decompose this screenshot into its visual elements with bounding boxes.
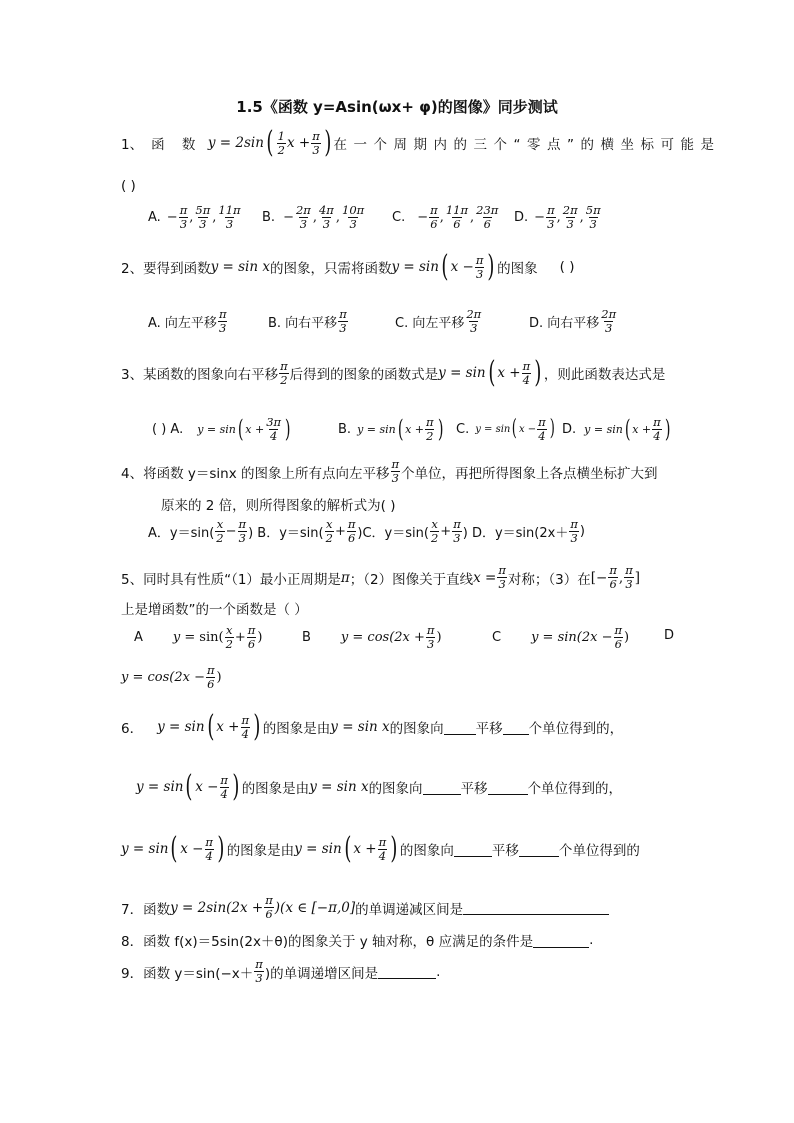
q5-option-c: C y = sin(2x − $\frac{\pi}{6}$ ) (492, 623, 630, 651)
q1-left-paren: ( (266, 125, 274, 160)
q1-answer-paren (121, 178, 136, 194)
q3-text-3: ，则此函数表达式是 (543, 367, 666, 383)
q1-frac-half: $\frac{1}{2}$ (277, 128, 285, 157)
q5-option-d: y = cos(2x − $\frac{\pi}{6}$ ) (121, 663, 222, 691)
q6-blank-1-direction[interactable] (444, 720, 476, 735)
q5-text-1: 5、同时具有性质“（1）最小正周期是 (121, 571, 341, 588)
question-4: 4、将函数 y＝sinx 的图象上所有点向左平移 $\frac{\pi}{3}$ 个单位，再把所得图象上各点横坐标扩大到 (121, 457, 658, 485)
q5-line-2 (121, 598, 308, 618)
q6-blank-2-units[interactable] (488, 780, 528, 795)
q2-paren: ( ) (559, 259, 575, 275)
q4-text-3: 原来的 2 倍，则所得图象的解析式为( ) (161, 498, 396, 514)
q5-option-a: A y = sin( $\frac{x}{2}$ + $\frac{\pi}{6}$ ) (134, 623, 263, 651)
q1-opt-b-label: B. (262, 210, 276, 225)
q6-blank-3-direction[interactable] (454, 842, 492, 857)
q2-text-1: 2、要得到函数 (121, 261, 211, 277)
q5-option-d-label: D (664, 628, 675, 643)
q4-text-1: 4、将函数 y＝sinx 的图象上所有点向左平移 (121, 465, 390, 482)
page-title: 1.5《函数 y=Asin(ωx+ φ)的图像》同步测试 (236, 98, 558, 116)
q4-options: A．y＝sin( $\frac{x}{2}$ − $\frac{\pi}{3}$ ) B．y＝sin( $\frac{x}{2}$ + $\frac{\pi}{6}$ )C．y＝sin( $\frac{x}{2}$ + $\frac{\pi}{3}$ ) D．y＝sin(2x＋ $\frac{\pi}{3}$ ) (148, 517, 585, 545)
q2-text-3: 的图象 (497, 261, 538, 277)
q6-blank-2-direction[interactable] (423, 780, 461, 795)
question-6-part-3: y = sin ( x − $\frac{\pi}{4}$ ) 的图象是由 y = sin ( x + $\frac{\pi}{4}$ ) 的图象向 平移 个单位得到的 (121, 831, 640, 866)
q2-func-source: y = sin (391, 259, 439, 275)
q1-text: 在一个周期内的三个“零点”的横坐标可能是 (333, 137, 721, 153)
q1-option-c: C. − $\frac{\pi}{6}$ , $\frac{11\pi}{6}$ , $\frac{23\pi}{6}$ (392, 203, 499, 231)
q6-blank-1-units[interactable] (503, 720, 529, 735)
q2-option-b: B. 向右平移 $\frac{\pi}{3}$ (268, 307, 347, 335)
q4-text-2: 个单位，再把所得图象上各点横坐标扩大到 (401, 465, 658, 482)
q5-text-2: ；（2）图像关于直线 (349, 571, 474, 588)
q1-opt-d-label: D. (514, 210, 529, 225)
q1-right-paren: ) (324, 125, 332, 160)
q2-option-c: C. 向左平移 $\frac{2\pi}{3}$ (395, 307, 482, 335)
q3-text-2: 后得到的图象的函数式是 (289, 367, 439, 383)
question-9: 9．函数 y＝sin(−x＋ $\frac{\pi}{3}$ )的单调递增区间是 . (121, 957, 441, 985)
q1-prefix: 函 数 (151, 137, 202, 153)
q4-line-2 (161, 494, 396, 514)
q3-option-c: C. y = sin ( x − $\frac{\pi}{4}$ ) (456, 414, 555, 443)
q3-option-a: ( ) A. y = sin ( x + $\frac{3\pi}{4}$ ) (152, 414, 291, 443)
q3-text-1: 3、某函数的图象向右平移 (121, 367, 279, 383)
q3-option-b: B. y = sin ( x + $\frac{\pi}{2}$ ) (338, 414, 444, 443)
q1-x-plus: x + (287, 135, 311, 151)
q5-option-b: B y = cos(2x + $\frac{\pi}{3}$ ) (302, 623, 442, 651)
q1-paren: ( ) (121, 178, 136, 194)
q1-option-d: D. − $\frac{\pi}{3}$ , $\frac{2\pi}{3}$ , $\frac{5\pi}{3}$ (514, 203, 601, 231)
q2-option-a: A. 向左平移 $\frac{\pi}{3}$ (148, 307, 227, 335)
q5-text-3: 对称；（3）在 (507, 571, 591, 588)
q3-option-d: D. y = sin ( x + $\frac{\pi}{4}$ ) (562, 414, 671, 443)
q1-number: 1、 (121, 137, 144, 153)
question-5: 5、同时具有性质“（1）最小正周期是 π ；（2）图像关于直线 x = $\frac{\pi}{3}$ 对称；（3）在 [− $\frac{\pi}{6}$ , $\frac{\pi}{3}$ ] (121, 563, 641, 591)
q9-answer-blank[interactable] (378, 964, 436, 979)
question-7: 7．函数 y = 2sin(2x + $\frac{\pi}{6}$ )(x ∈ [−π,0] 的单调递减区间是 (121, 894, 609, 921)
q6-blank-3-units[interactable] (519, 842, 559, 857)
q2-text-2: 的图象，只需将函数 (269, 261, 392, 277)
q7-answer-blank[interactable] (463, 900, 609, 915)
q5-text-4: 上是增函数”的一个函数是（ ） (121, 602, 308, 618)
q1-func: y = 2sin (207, 135, 264, 151)
q8-answer-blank[interactable] (533, 933, 589, 948)
q2-func-target: y = sin x (210, 259, 270, 275)
q1-option-b: B. − $\frac{2\pi}{3}$ , $\frac{4\pi}{3}$ , $\frac{10\pi}{3}$ (262, 203, 365, 231)
q1-frac-pi3: $\frac{\pi}{3}$ (312, 128, 320, 157)
q1-opt-c-label: C. (392, 210, 406, 225)
q6-number: 6． (121, 721, 144, 737)
q1-option-a: A. − $\frac{\pi}{3}$ , $\frac{5\pi}{3}$ , $\frac{11\pi}{3}$ (148, 203, 241, 231)
q1-opt-a-label: A. (148, 210, 161, 225)
q2-option-d: D. 向右平移 $\frac{2\pi}{3}$ (529, 307, 617, 335)
q7-number: 7．函数 (121, 901, 171, 918)
question-8: 8．函数 f(x)＝5sin(2x＋θ)的图象关于 y 轴对称，θ 应满足的条件是 . (121, 932, 594, 950)
question-1 (121, 125, 721, 160)
question-6-part-1: 6． y = sin ( x + $\frac{\pi}{4}$ ) 的图象是由 y = sin x 的图象向 平移 个单位得到的， (121, 709, 624, 744)
question-3: 3、某函数的图象向右平移 $\frac{\pi}{2}$ 后得到的图象的函数式是 y = sin ( x + $\frac{\pi}{4}$ ) ，则此函数表达式是 (121, 355, 666, 390)
question-2: 2、要得到函数 y = sin x 的图象，只需将函数 y = sin ( x − $\frac{\pi}{3}$ ) 的图象 ( ) (121, 249, 575, 284)
question-6-part-2: y = sin ( x − $\frac{\pi}{4}$ ) 的图象是由 y = sin x 的图象向 平移 个单位得到的， (136, 769, 623, 804)
